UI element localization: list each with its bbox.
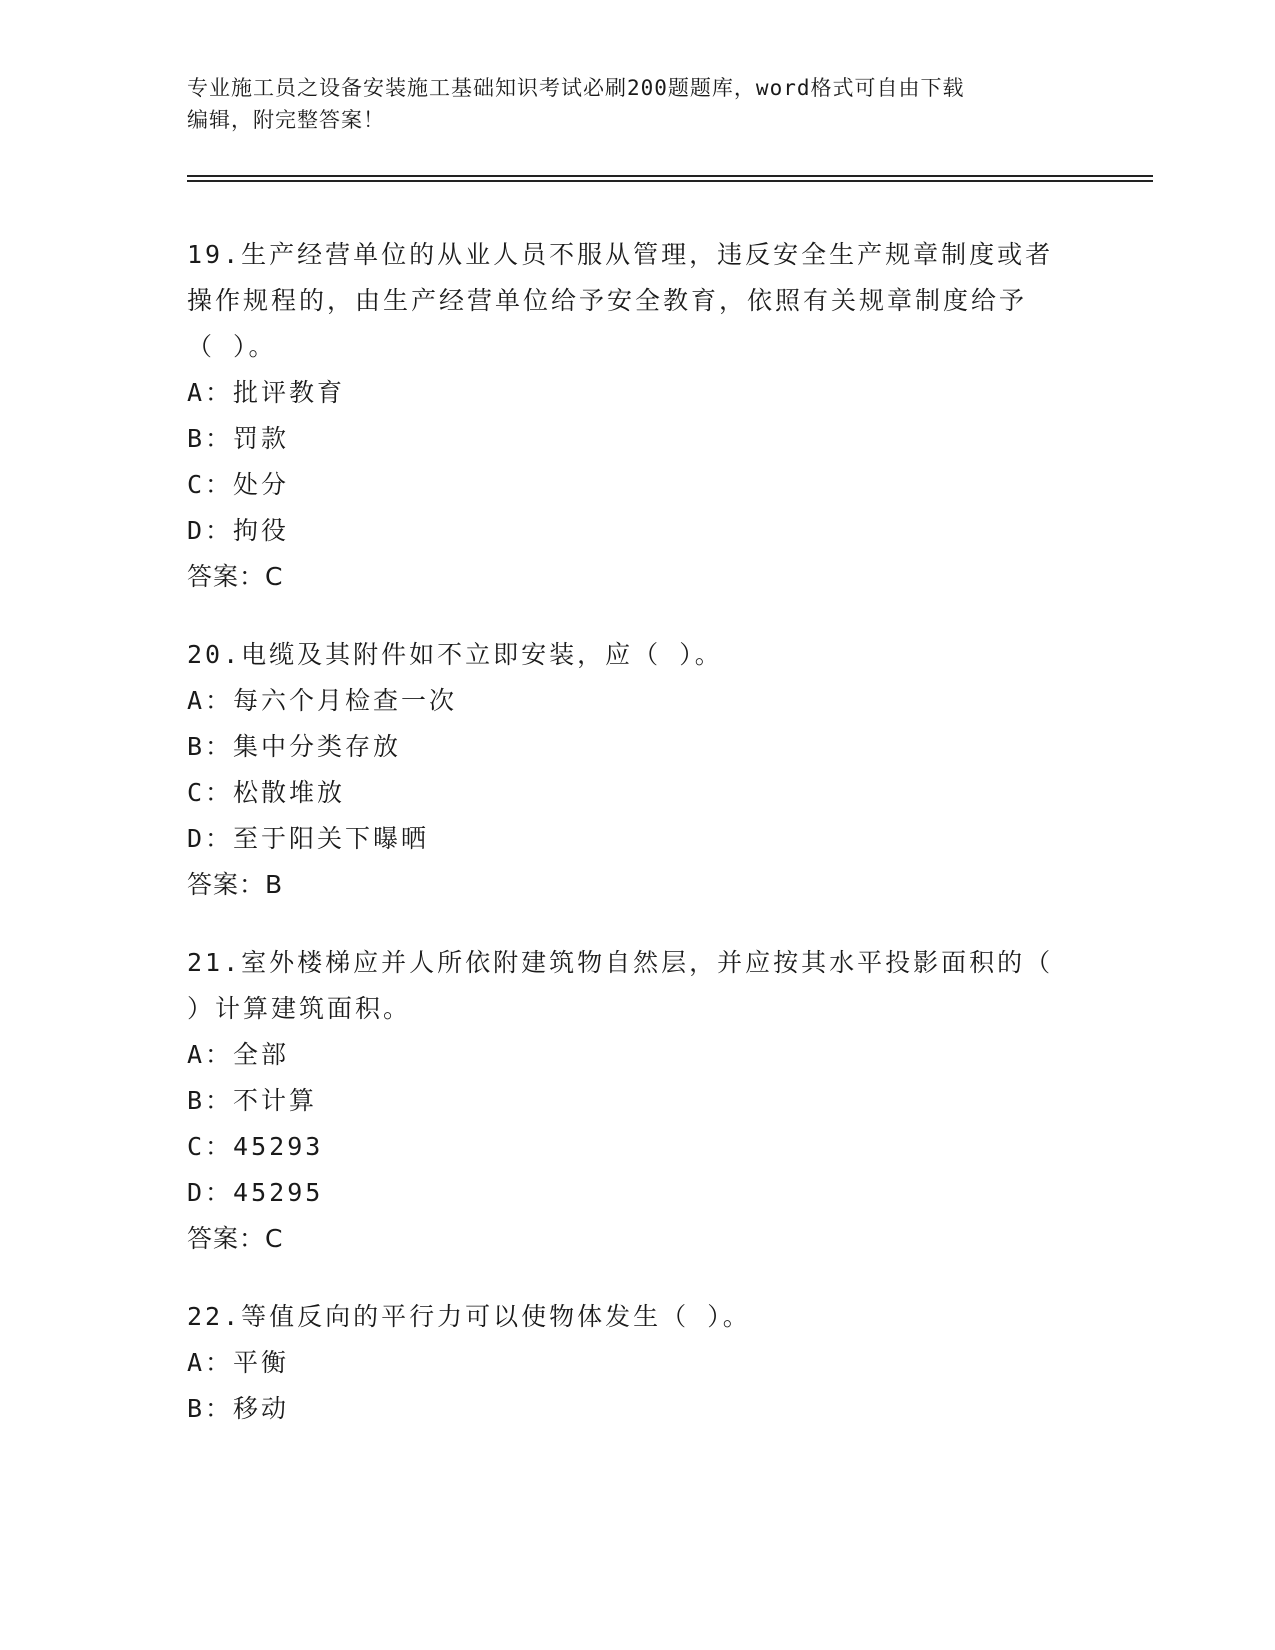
question-stem — [187, 632, 1087, 678]
option-a: A：每六个月检查一次 — [187, 686, 458, 715]
option-d: D：45295 — [187, 1178, 324, 1207]
option-d: D：至于阳关下曝晒 — [187, 824, 430, 853]
stem-line: 19.生产经营单位的从业人员不服从管理，违反安全生产规章制度或者 — [187, 240, 1054, 269]
stem-line: 21.室外楼梯应并人所依附建筑物自然层，并应按其水平投影面积的（ — [187, 948, 1054, 977]
option-c: C：处分 — [187, 470, 290, 499]
question-22 — [187, 1294, 1087, 1432]
option-b: B：移动 — [187, 1394, 290, 1423]
answer-label: 答案：B — [187, 870, 284, 899]
option-a: A：平衡 — [187, 1348, 290, 1377]
stem-line: 22.等值反向的平行力可以使物体发生（ ）。 — [187, 1302, 751, 1331]
option-c: C：45293 — [187, 1132, 324, 1161]
header-divider-top — [187, 175, 1153, 177]
option-b: B：集中分类存放 — [187, 732, 402, 761]
header-divider-bottom — [187, 180, 1153, 182]
option-a: A：全部 — [187, 1040, 290, 1069]
header-line-1: 专业施工员之设备安装施工基础知识考试必刷200题题库，word格式可自由下载 — [187, 76, 965, 100]
stem-line: 20.电缆及其附件如不立即安装，应（ ）。 — [187, 640, 723, 669]
question-19 — [187, 232, 1087, 600]
stem-line: ）计算建筑面积。 — [187, 994, 412, 1023]
option-b: B：不计算 — [187, 1086, 318, 1115]
question-20 — [187, 632, 1087, 908]
question-stem — [187, 940, 1087, 1032]
option-d: D：拘役 — [187, 516, 290, 545]
option-c: C：松散堆放 — [187, 778, 346, 807]
stem-line: （ ）。 — [187, 332, 277, 361]
question-stem — [187, 1294, 1087, 1340]
answer-label: 答案：C — [187, 562, 284, 591]
document-header — [187, 72, 1067, 136]
question-21 — [187, 940, 1087, 1262]
option-b: B：罚款 — [187, 424, 290, 453]
answer-label: 答案：C — [187, 1224, 284, 1253]
question-list — [187, 232, 1087, 1464]
stem-line: 操作规程的，由生产经营单位给予安全教育，依照有关规章制度给予 — [187, 286, 1028, 315]
question-stem — [187, 232, 1087, 370]
option-a: A：批评教育 — [187, 378, 346, 407]
header-line-2: 编辑，附完整答案！ — [187, 108, 385, 132]
